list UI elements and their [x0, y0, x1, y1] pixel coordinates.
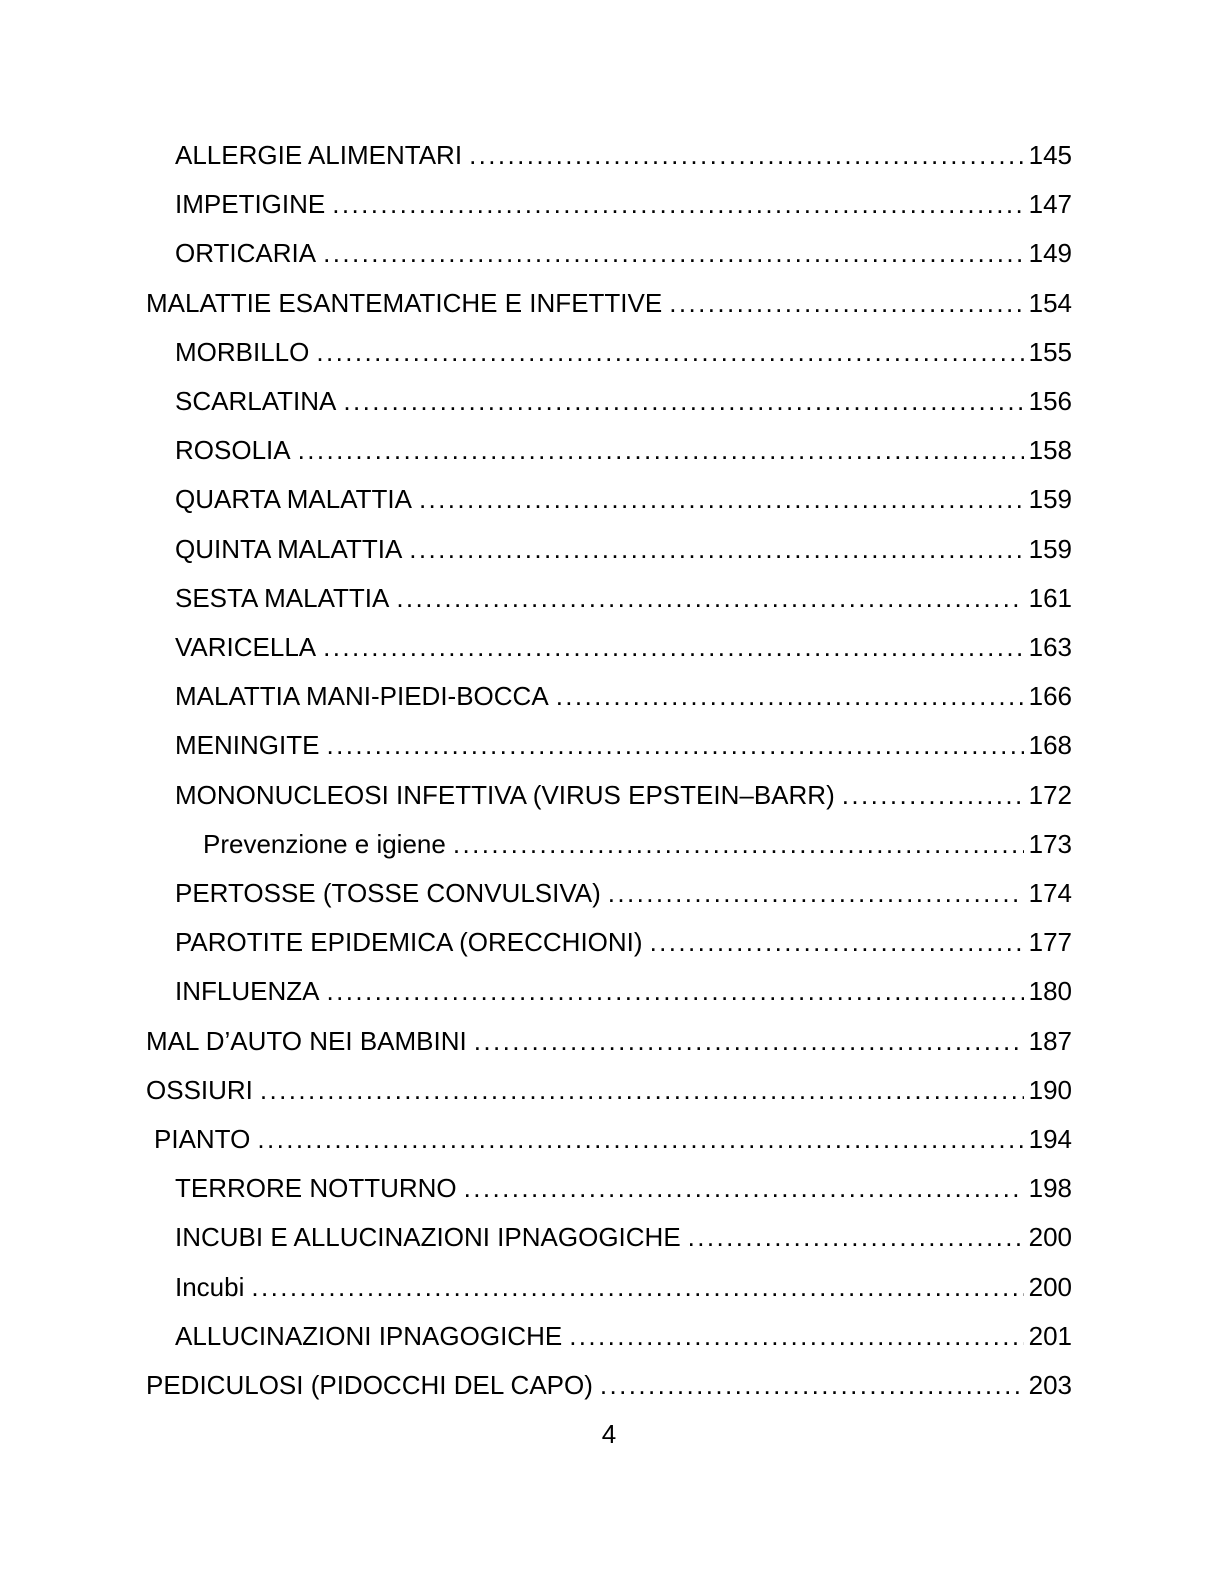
toc-dot-leader — [842, 771, 1024, 820]
toc-entry-page-number[interactable]: 155 — [1028, 336, 1072, 367]
toc-entry[interactable] — [146, 918, 1072, 967]
toc-dot-leader — [608, 869, 1024, 918]
toc-entry-page-number[interactable]: 166 — [1028, 681, 1072, 712]
toc-entry-page-number[interactable]: 159 — [1028, 533, 1072, 564]
page-number: 4 — [601, 1419, 617, 1450]
toc-entry[interactable] — [146, 426, 1072, 475]
toc-entry[interactable] — [146, 525, 1072, 574]
toc-entry-title[interactable]: QUINTA MALATTIA — [175, 533, 403, 564]
toc-entry-title[interactable]: ROSOLIA — [175, 435, 291, 466]
toc-entry-page-number[interactable]: 172 — [1028, 779, 1072, 810]
toc-entry-page-number[interactable]: 159 — [1028, 484, 1072, 515]
toc-entry-title[interactable]: PIANTO — [154, 1124, 251, 1155]
toc-dot-leader — [326, 967, 1023, 1016]
toc-entry-page-number[interactable]: 154 — [1028, 287, 1072, 318]
toc-entry[interactable] — [146, 623, 1072, 672]
toc-dot-leader — [316, 328, 1023, 377]
toc-entry-title[interactable]: INFLUENZA — [175, 976, 320, 1007]
toc-dot-leader — [298, 426, 1024, 475]
toc-dot-leader — [569, 1312, 1023, 1361]
toc-dot-leader — [396, 574, 1023, 623]
toc-entry-title[interactable]: MORBILLO — [175, 336, 310, 367]
toc-entry[interactable] — [146, 1115, 1072, 1164]
toc-entry-page-number[interactable]: 156 — [1028, 386, 1072, 417]
toc-entry-page-number[interactable]: 177 — [1028, 927, 1072, 958]
toc-entry-title[interactable]: PAROTITE EPIDEMICA (ORECCHIONI) — [175, 927, 643, 958]
toc-entry[interactable] — [146, 721, 1072, 770]
page-footer — [146, 1410, 1072, 1459]
toc-dot-leader — [474, 1017, 1024, 1066]
toc-entry-title[interactable]: OSSIURI — [146, 1074, 253, 1105]
toc-entry-title[interactable]: PERTOSSE (TOSSE CONVULSIVA) — [175, 878, 601, 909]
toc-entry-title[interactable]: Incubi — [175, 1271, 245, 1302]
toc-entry[interactable] — [146, 672, 1072, 721]
toc-entry-page-number[interactable]: 203 — [1028, 1370, 1072, 1401]
toc-entry-page-number[interactable]: 200 — [1028, 1222, 1072, 1253]
toc-dot-leader — [326, 721, 1023, 770]
toc-dot-leader — [688, 1213, 1024, 1262]
toc-entry[interactable] — [146, 475, 1072, 524]
toc-entry-page-number[interactable]: 149 — [1028, 238, 1072, 269]
toc-entry-title[interactable]: MALATTIE ESANTEMATICHE E INFETTIVE — [146, 287, 663, 318]
toc-entry-title[interactable]: ALLUCINAZIONI IPNAGOGICHE — [175, 1320, 563, 1351]
toc-entry[interactable] — [146, 328, 1072, 377]
toc-entry[interactable] — [146, 771, 1072, 820]
toc-dot-leader — [669, 279, 1023, 328]
toc-entry[interactable] — [146, 1213, 1072, 1262]
toc-dot-leader — [453, 820, 1024, 869]
toc-entry-page-number[interactable]: 145 — [1028, 140, 1072, 170]
toc-entry-page-number[interactable]: 163 — [1028, 632, 1072, 663]
toc-entry[interactable] — [146, 967, 1072, 1016]
toc-dot-leader — [556, 672, 1024, 721]
toc-entry-title[interactable]: QUARTA MALATTIA — [175, 484, 412, 515]
toc-entry[interactable] — [146, 1361, 1072, 1410]
toc-entry-title[interactable]: MENINGITE — [175, 730, 320, 761]
toc-entry[interactable] — [146, 1066, 1072, 1115]
toc-entry-page-number[interactable]: 174 — [1028, 878, 1072, 909]
toc-entry-title[interactable]: Prevenzione e igiene — [203, 828, 446, 859]
toc-entry-title[interactable]: MAL D’AUTO NEI BAMBINI — [146, 1025, 467, 1056]
toc-entry[interactable] — [146, 131, 1072, 180]
toc-entry-page-number[interactable]: 187 — [1028, 1025, 1072, 1056]
toc-dot-leader — [332, 180, 1023, 229]
toc-entry[interactable] — [146, 229, 1072, 278]
toc-entry-page-number[interactable]: 161 — [1028, 582, 1072, 613]
toc-entry-title[interactable]: MONONUCLEOSI INFETTIVA (VIRUS EPSTEIN–BARR) — [175, 779, 835, 810]
toc-entry-title[interactable]: VARICELLA — [175, 632, 317, 663]
toc-entry-title[interactable]: SCARLATINA — [175, 386, 337, 417]
toc-entry-title[interactable]: ALLERGIE ALIMENTARI — [175, 140, 463, 170]
toc-entry[interactable] — [146, 820, 1072, 869]
toc-list — [146, 131, 1072, 1410]
toc-dot-leader — [600, 1361, 1024, 1410]
toc-dot-leader — [409, 525, 1023, 574]
toc-entry[interactable] — [146, 279, 1072, 328]
toc-entry[interactable] — [146, 869, 1072, 918]
toc-entry-page-number[interactable]: 198 — [1028, 1173, 1072, 1204]
toc-entry-title[interactable]: PEDICULOSI (PIDOCCHI DEL CAPO) — [146, 1370, 593, 1401]
toc-entry[interactable] — [146, 1263, 1072, 1312]
toc-entry-title[interactable]: SESTA MALATTIA — [175, 582, 390, 613]
toc-entry-page-number[interactable]: 158 — [1028, 435, 1072, 466]
toc-entry-page-number[interactable]: 147 — [1028, 189, 1072, 220]
toc-entry-page-number[interactable]: 200 — [1028, 1271, 1072, 1302]
toc-entry-title[interactable]: INCUBI E ALLUCINAZIONI IPNAGOGICHE — [175, 1222, 681, 1253]
toc-entry[interactable] — [146, 1312, 1072, 1361]
toc-dot-leader — [323, 229, 1024, 278]
toc-entry-title[interactable]: IMPETIGINE — [175, 189, 326, 220]
toc-entry[interactable] — [146, 377, 1072, 426]
toc-dot-leader — [257, 1115, 1023, 1164]
toc-entry-title[interactable]: MALATTIA MANI-PIEDI-BOCCA — [175, 681, 549, 712]
toc-entry[interactable] — [146, 180, 1072, 229]
toc-entry[interactable] — [146, 1017, 1072, 1066]
toc-entry-page-number[interactable]: 201 — [1028, 1320, 1072, 1351]
toc-dot-leader — [260, 1066, 1024, 1115]
toc-entry-page-number[interactable]: 194 — [1028, 1124, 1072, 1155]
toc-dot-leader — [343, 377, 1023, 426]
toc-entry[interactable] — [146, 1164, 1072, 1213]
toc-dot-leader — [323, 623, 1023, 672]
toc-dot-leader — [251, 1263, 1023, 1312]
toc-dot-leader — [650, 918, 1024, 967]
toc-dot-leader — [464, 1164, 1024, 1213]
toc-entry-title[interactable]: TERRORE NOTTURNO — [175, 1173, 457, 1204]
toc-dot-leader — [469, 131, 1024, 180]
toc-entry-page-number[interactable]: 168 — [1028, 730, 1072, 761]
toc-entry[interactable] — [146, 574, 1072, 623]
toc-entry-page-number[interactable]: 173 — [1028, 828, 1072, 859]
toc-entry-page-number[interactable]: 180 — [1028, 976, 1072, 1007]
toc-entry-title[interactable]: ORTICARIA — [175, 238, 317, 269]
toc-entry-page-number[interactable]: 190 — [1028, 1074, 1072, 1105]
toc-dot-leader — [419, 475, 1024, 524]
